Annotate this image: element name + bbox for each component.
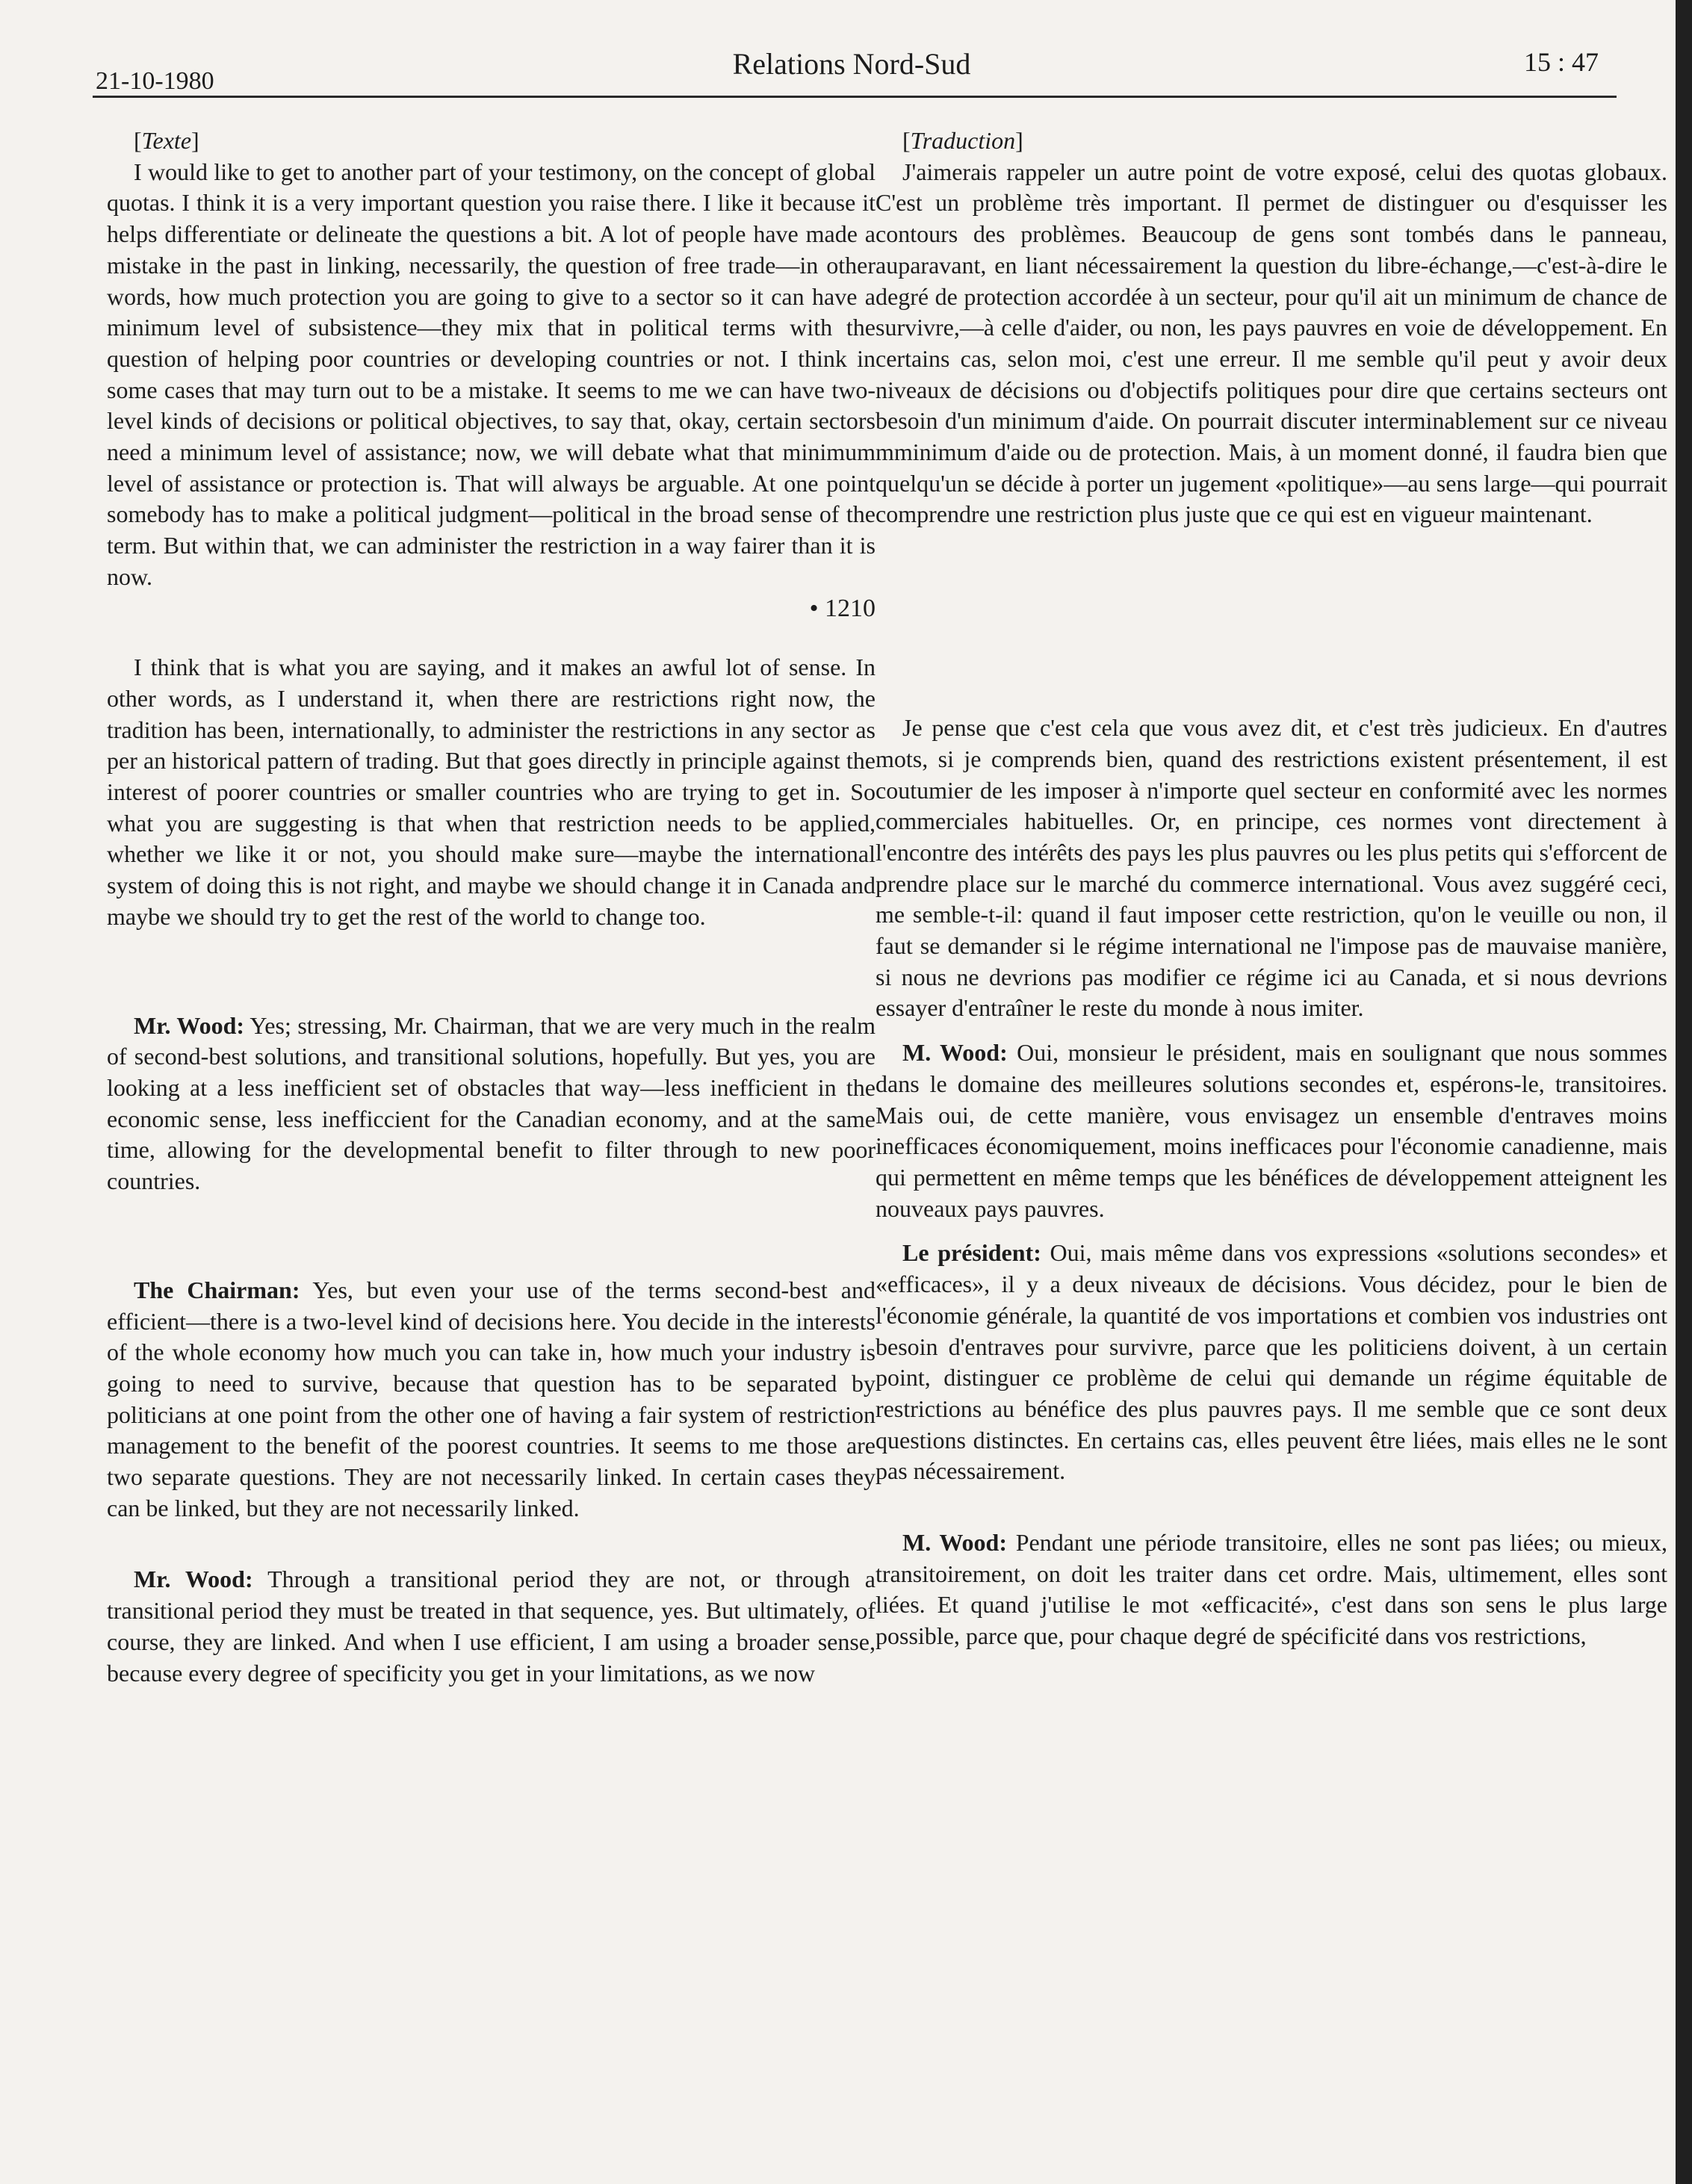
section-label-texte: [Texte] <box>134 127 199 154</box>
left-column-english <box>107 125 876 1689</box>
paragraph: Je pense que c'est cela que vous avez dit, et c'est très judicieux. En d'autres mots, si je comprends bien, quand des restrictions existent présentement, il est coutumier de les imposer à n'importe quel secteur en conformité avec les normes commerciales habituelles. Or, en principe, ces normes vont directement à l'encontre des intérêts des pays les plus pauvres ou les plus petits qui s'efforcent de prendre place sur le marché du commerce international. Vous avez suggéré ceci, me semble-t-il: quand il faut imposer cette restriction, qu'on le veuille ou non, il faut se demander si le régime international ne l'impose pas de mauvaise manière, si nous ne devrions pas modifier ce régime ici au Canada, et si nous devrions essayer d'entraîner le reste du monde à nous imiter. <box>876 714 1667 1022</box>
speaker-name: M. Wood: <box>902 1529 1008 1557</box>
header-date: 21-10-1980 <box>96 67 214 95</box>
speaker-name: Mr. Wood: <box>134 1011 245 1039</box>
speech-text: Through a transitional period they are not, or through a transitional period they must be treated in that sequence, yes. But ultimately, of course, they are linked. And when I use efficient, I am using a broader sense, because every degree of specificity you get in your limitations, as we now <box>107 1566 876 1687</box>
speaker-paragraph <box>107 1011 876 1197</box>
paragraph: I would like to get to another part of your testimony, on the concept of global quotas. I think it is a very important question you raise there. I like it because it helps differentiate or delineate the questions a bit. A lot of people have made a mistake in the past in linking, necessarily, the question of free trade—in other words, how much protection you are going to give to a sector so it can have a minimum level of subsistence—they mix that in political terms with the question of helping poor countries or developing countries or not. I think in some cases that may turn out to be a mistake. It seems to me we can have two-level kinds of decisions or political objectives, to say that, okay, certain sectors need a minimum level of assistance; now, we will debate what that minimum level of assistance or protection is. That will always be arguable. At one point somebody has to make a political judgment—political in the broad sense of the term. But within that, we can administer the restriction in a way fairer than it is now. <box>107 158 876 590</box>
header-rule <box>93 96 1617 98</box>
speaker-name: The Chairman: <box>134 1276 300 1303</box>
speaker-name: Mr. Wood: <box>134 1566 253 1593</box>
time-marker: • 1210 <box>809 594 876 622</box>
paragraph: I think that is what you are saying, and it makes an awful lot of sense. In other words, as I understand it, when there are restrictions right now, the tradition has been, internationally, to administer the restrictions in any sector as per an historical pattern of trading. But that goes directly in principle against the interest of poorer countries or smaller countries who are trying to get in. So what you are suggesting is that when that restriction needs to be applied, whether we like it or not, you should make sure—maybe the international system of doing this is not right, and maybe we should change it in Canada and maybe we should try to get the rest of the world to change too. <box>107 654 876 930</box>
speaker-name: Le président: <box>902 1239 1041 1267</box>
page-header <box>90 42 1614 102</box>
speaker-paragraph <box>107 1275 876 1524</box>
paragraph: J'aimerais rappeler un autre point de votre exposé, celui des quotas globaux. C'est un problème très important. Il permet de distinguer ou d'esquisser les contours des problèmes. Beaucoup de gens sont tombés dans le panneau, auparavant, en liant nécessairement la question du libre-échange,—c'est-à-dire le degré de protection accordée à un secteur, pour qu'il ait un minimum de chance de survivre,—à celle d'aider, ou non, les pays pauvres en voie de développement. En certains cas, selon moi, c'est une erreur. Il me semble qu'il peut y avoir deux niveaux de décisions ou d'objectifs politiques pour dire que certains secteurs ont besoin d'un minimum d'aide. On pourrait discuter interminablement sur ce niveau mminimum d'aide ou de protection. Mais, à un moment donné, il faudra bien que quelqu'un se décide à porter un jugement «politique»—au sens large—qui pourrait comprendre une restriction plus juste que ce qui est en vigueur maintenant. <box>876 158 1667 528</box>
speech-text: Pendant une période transitoire, elles ne sont pas liées; ou mieux, transitoirement, on doit les traiter dans cet ordre. Mais, ultimement, elles sont liées. Et quand j'utilise le mot «efficacité», c'est dans son sens le plus large possible, parce que, pour chaque degré de spécificité dans vos restrictions, <box>876 1529 1668 1650</box>
speaker-paragraph <box>876 1527 1667 1652</box>
speech-text: Oui, monsieur le président, mais en soulignant que nous sommes dans le domaine des meilleures solutions secondes et, espérons-le, transitoires. Mais oui, de cette manière, vous envisagez un ensemble d'entraves moins inefficaces économiquement, moins inefficaces pour l'économie canadienne, mais qui permettent en même temps que les bénéfices de développement atteignent les nouveaux pays pauvres. <box>876 1039 1668 1222</box>
right-column-french <box>876 125 1667 1652</box>
speech-text: Yes; stressing, Mr. Chairman, that we are very much in the realm of second-best solutions, and transitional solutions, hopefully. But yes, you are looking at a less inefficient set of obstacles that way—less inefficient in the economic sense, less inefficcient for the Canadian economy, and at the same time, allowing for the developmental benefit to filter through to new poor countries. <box>107 1011 876 1195</box>
speaker-paragraph <box>107 1564 876 1689</box>
speaker-paragraph <box>876 1037 1667 1224</box>
header-page-number: 15 : 47 <box>1523 47 1599 77</box>
speech-text: Yes, but even your use of the terms second-best and efficient—there is a two-level kind of decisions here. You decide in the interests of the whole economy how much you can take in, how much your industry is going to need to survive, because that question has to be separated by politicians at one point from the other one of having a fair system of restriction management to the benefit of the poorest countries. It seems to me those are two separate questions. They are not necessarily linked. In certain cases they can be linked, but they are not necessarily linked. <box>107 1276 876 1521</box>
header-title: Relations Nord-Sud <box>732 47 971 81</box>
page-edge <box>1676 0 1692 2184</box>
speaker-paragraph <box>876 1238 1667 1487</box>
speech-text: Oui, mais même dans vos expressions «solutions secondes» et «efficaces», il y a deux niveaux de décisions. Vous décidez, pour le bien de l'économie générale, la quantité de vos importations et combien vos industries ont besoin d'entraves pour survivre, parce que les politiciens doivent, à un certain point, distinguer ce problème de celui qui demande un régime équitable de restrictions au bénéfice des plus pauvres pays. Il me semble que ce sont deux questions distinctes. En certains cas, elles peuvent être liées, mais elles ne le sont pas nécessairement. <box>876 1239 1667 1485</box>
speaker-name: M. Wood: <box>902 1039 1008 1067</box>
section-label-traduction: [Traduction] <box>902 127 1023 154</box>
